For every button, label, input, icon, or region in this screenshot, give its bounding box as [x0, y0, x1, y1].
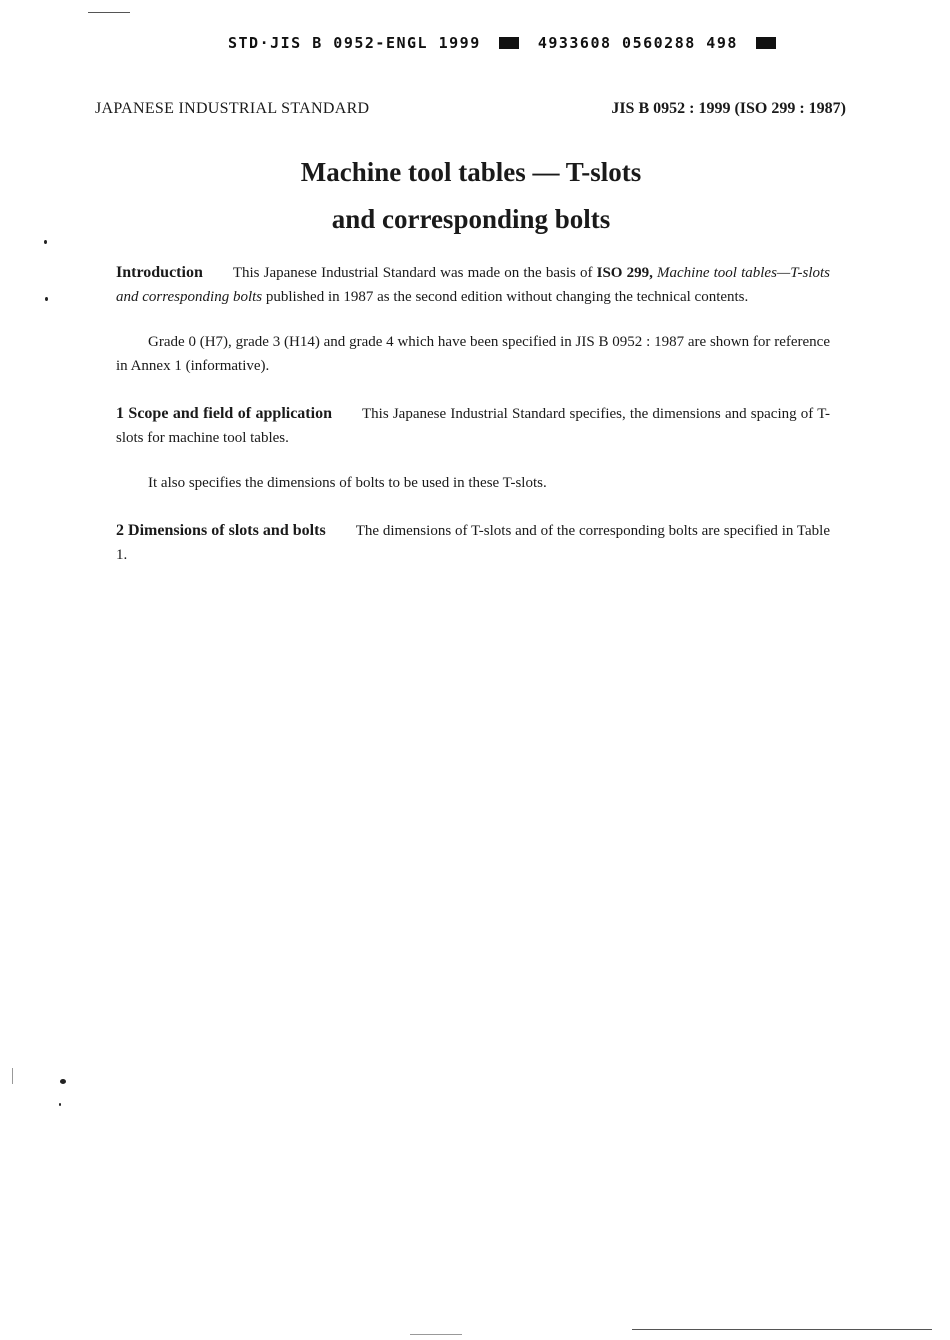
- introduction-paragraph: [116, 261, 830, 309]
- section-2-paragraph: [116, 519, 830, 567]
- intro-iso-title: Machine tool tables—T-slots and corresponding bolts: [116, 265, 830, 305]
- header-standard-number: JIS B 0952 : 1999 (ISO 299 : 1987): [611, 100, 846, 117]
- intro-text-a: This Japanese Industrial Standard was made on the basis of: [232, 265, 593, 281]
- section-1-paragraph-2: It also specifies the dimensions of bolts to be used in these T-slots.: [148, 475, 547, 491]
- stamp-block: [499, 37, 519, 49]
- section-2-text: The dimensions of T-slots and of the corresponding bolts are specified in Table 1.: [116, 523, 831, 563]
- margin-mark: [60, 1079, 66, 1084]
- margin-mark: [44, 240, 47, 244]
- intro-text-b: published in 1987 as the second edition without changing the technical contents.: [265, 288, 749, 305]
- page-title-line-2: and corresponding bolts: [331, 204, 611, 234]
- intro-iso-reference: ISO 299,: [596, 265, 653, 281]
- margin-mark: [45, 297, 48, 301]
- bottom-scan-line: [632, 1329, 932, 1330]
- stamp-block: [756, 37, 776, 49]
- stamp-middle: 4933608 0560288 498: [537, 34, 738, 52]
- section-1-paragraph: [116, 402, 830, 450]
- section-1-text: This Japanese Industrial Standard specifies, the dimensions and spacing of T-slots for machine tool tables.: [116, 406, 830, 446]
- document-stamp: [228, 34, 808, 52]
- top-scan-line: [88, 12, 130, 13]
- stamp-left: STD·JIS B 0952-ENGL 1999: [228, 34, 481, 52]
- section-2-heading: 2 Dimensions of slots and bolts: [116, 522, 326, 539]
- margin-tick: [12, 1068, 13, 1084]
- section-1-heading: 1 Scope and field of application: [116, 405, 332, 422]
- bottom-scan-line-short: [410, 1334, 462, 1335]
- introduction-paragraph-2: Grade 0 (H7), grade 3 (H14) and grade 4 which have been specified in JIS B 0952 : 1987 are shown for reference in Annex 1 (informative).: [116, 334, 830, 374]
- introduction-heading: Introduction: [116, 264, 203, 281]
- page-title-line-1: Machine tool tables — T-slots: [300, 157, 642, 187]
- header-standard-type: JAPANESE INDUSTRIAL STANDARD: [95, 100, 370, 117]
- margin-mark: [59, 1103, 61, 1106]
